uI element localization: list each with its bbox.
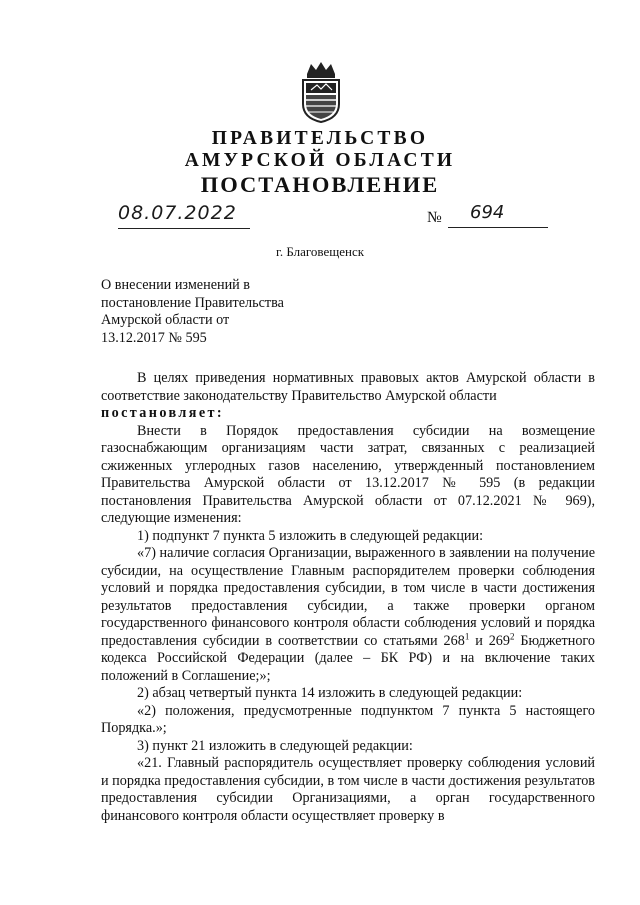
paragraph-item-2-text: «2) положения, предусмотренные подпунктом 7 пункта 5 настоящего Порядка.»; — [101, 702, 595, 736]
handwritten-date: 08.07.2022 — [118, 202, 237, 224]
paragraph-item-3-text: «21. Главный распорядитель осуществляет проверку соблюдения условий и порядка предоставления субсидии, в том числе в части достижения результатов предоставления субсидии Организациями, а орган государственного финансового контроля области осуществляет проверку в — [101, 755, 595, 824]
document-body — [101, 370, 595, 825]
number-underline — [448, 227, 548, 228]
paragraph-item-3: 3) пункт 21 изложить в следующей редакции: — [137, 737, 413, 754]
decree-word: постановляет: — [101, 405, 225, 421]
paragraph-item-1: 1) подпункт 7 пункта 5 изложить в следующей редакции: — [137, 527, 484, 544]
text-run: «7) наличие согласия Организации, выраженного в заявлении на получение субсидии, на осуществление Главным распорядителем проверки соблюдения условий и порядка предоставления субсидии, в том числе в части достижения результатов предоставления субсидии, а также проверки органом государственного финансового контроля области соблюдения условий и порядка предоставления субсидии в соответствии со статьями 268 — [101, 545, 595, 649]
subject-line: 13.12.2017 № 595 — [101, 329, 207, 346]
document-subject — [101, 277, 361, 347]
region-title: АМУРСКОЙ ОБЛАСТИ — [184, 150, 456, 171]
handwritten-number: 694 — [470, 202, 505, 223]
subject-line: О внесении изменений в — [101, 277, 251, 293]
paragraph-amendments: Внести в Порядок предоставления субсидии на возмещение газоснабжающим организациям части затрат, связанных с реализацией сжиженных углеродных газов населению, утвержденный постановлением Правительства Амурской области от 13.12.2017 № 595 (в редакции постановления Правительства Амурской области от 07.12.2021 № 969), следующие изменения: — [101, 422, 595, 526]
intro-paragraph: В целях приведения нормативных правовых актов Амурской области в соответствие законодательству Правительство Амурской области — [101, 370, 595, 404]
paragraph-item-2: 2) абзац четвертый пункта 14 изложить в следующей редакции: — [137, 685, 523, 701]
subject-line: постановление Правительства — [101, 294, 284, 311]
coat-of-arms-emblem — [299, 60, 343, 124]
paragraph-item-1-text — [101, 545, 595, 685]
number-label: № — [427, 209, 442, 226]
document-type-title: ПОСТАНОВЛЕНИЕ — [200, 172, 440, 197]
date-underline — [118, 228, 250, 229]
subject-line: Амурской области от — [101, 312, 230, 328]
government-title: ПРАВИТЕЛЬСТВО — [211, 128, 429, 149]
superscript: 1 — [464, 630, 470, 641]
text-run: и 269 — [469, 632, 510, 649]
city-name: г. Благовещенск — [275, 244, 365, 259]
superscript: 2 — [510, 630, 515, 641]
text-run: Бюджетного кодекса Российской Федерации (далее – БК РФ) и на включение таких положений в Соглашение;»; — [101, 632, 595, 684]
